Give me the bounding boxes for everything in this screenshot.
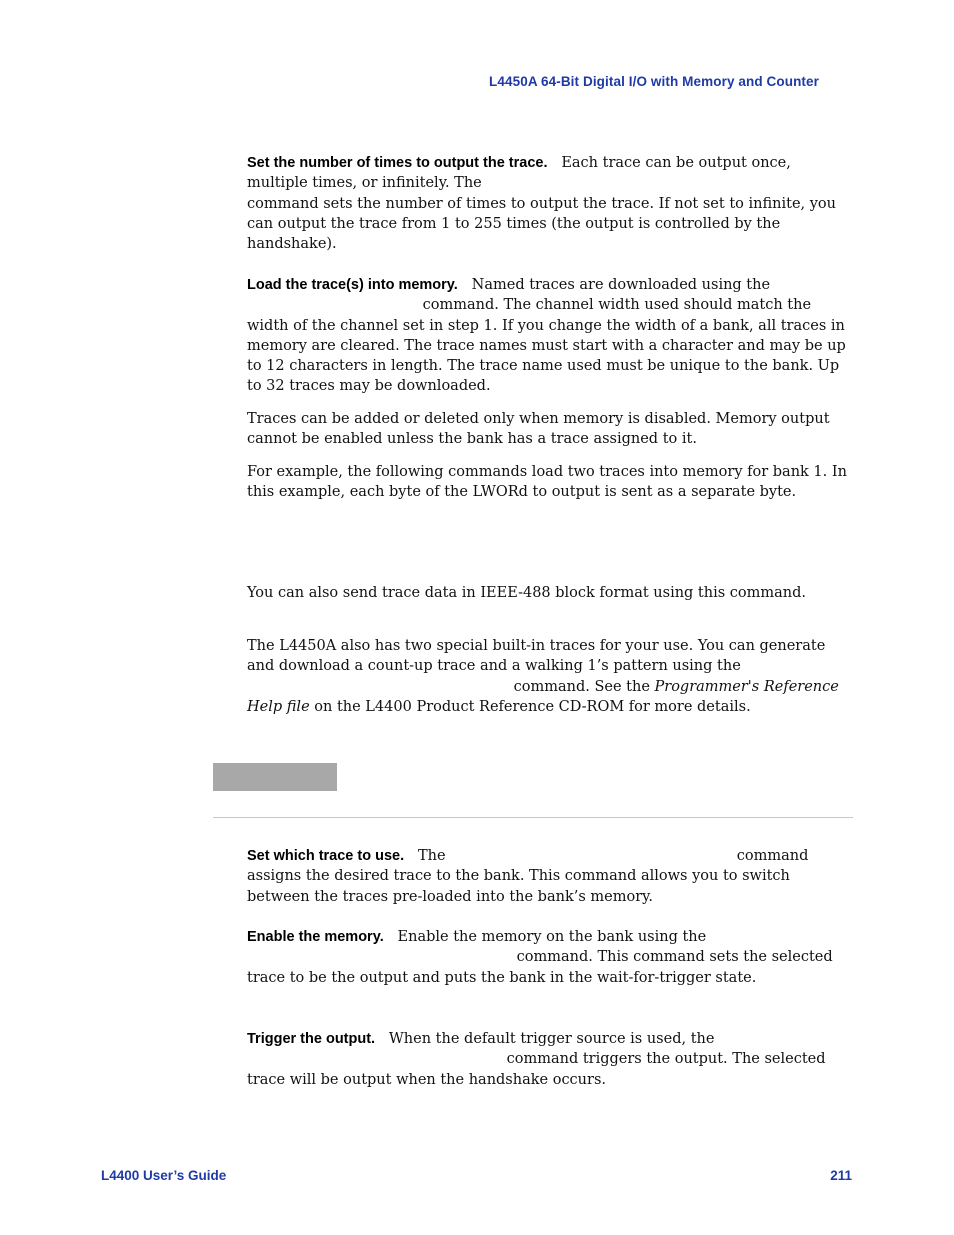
reference-title: Programmer's Reference Help file <box>247 678 839 715</box>
paragraph-text: command triggers the output. The selected trace will be output when the handshake occurs. <box>247 1051 826 1088</box>
paragraph-text: When the default trigger source is used, the <box>388 1031 715 1047</box>
paragraph-select-trace <box>247 846 847 907</box>
paragraph-text: command. See the <box>513 678 650 695</box>
paragraph-text: command assigns the desired trace to the bank. This command allows you to switch between the traces pre-loaded into the bank’s memory. <box>247 848 809 905</box>
section-divider <box>213 817 853 818</box>
paragraph-text: on the L4400 Product Reference CD-ROM for more details. <box>314 698 751 715</box>
paragraph-example <box>247 462 847 503</box>
paragraph-builtin-traces <box>247 636 847 717</box>
paragraph-text: For example, the following commands load two traces into memory for bank 1. In this example, each byte of the LWORd to output is sent as a separate byte. <box>247 464 847 501</box>
paragraph-load-traces <box>247 275 847 397</box>
paragraph-text: Each trace can be output once, multiple times, or infinitely. The <box>247 155 791 192</box>
paragraph-block-format <box>247 583 847 603</box>
page-number: 211 <box>830 1168 852 1183</box>
paragraph-trigger-output <box>247 1029 847 1090</box>
paragraph-text: Named traces are downloaded using the <box>471 277 771 293</box>
paragraph-text: Enable the memory on the bank using the <box>397 929 707 945</box>
step-heading: Load the trace(s) into memory. <box>247 277 458 293</box>
paragraph-text: command. This command sets the selected trace to be the output and puts the bank in the wait-for-trigger state. <box>247 949 833 986</box>
paragraph-text: command. The channel width used should match the width of the channel set in step 1. If you change the width of a bank, all traces in memory are cleared. The trace names must start with a character and may be up to 12 characters in length. The trace name used must be unique to the bank. Up to 32 traces may be downloaded. <box>247 297 846 395</box>
step-heading: Set the number of times to output the trace. <box>247 155 548 171</box>
gray-label-box <box>213 763 337 791</box>
step-heading: Set which trace to use. <box>247 848 405 864</box>
paragraph-text: The L4450A also has two special built-in traces for your use. You can generate and download a count-up trace and a walking 1’s pattern using the <box>247 638 826 675</box>
paragraph-enable-memory <box>247 927 847 988</box>
paragraph-text: Traces can be added or deleted only when memory is disabled. Memory output cannot be enabled unless the bank has a trace assigned to it. <box>247 411 830 448</box>
paragraph-text: command sets the number of times to output the trace. If not set to infinite, you can output the trace from 1 to 255 times (the output is controlled by the handshake). <box>247 195 836 253</box>
step-heading: Enable the memory. <box>247 929 384 945</box>
paragraph-output-count <box>247 153 847 254</box>
paragraph-text: You can also send trace data in IEEE-488 block format using this command. <box>247 585 807 601</box>
footer-guide-title: L4400 User’s Guide <box>101 1168 227 1183</box>
paragraph-text: The <box>417 848 446 864</box>
paragraph-trace-rules <box>247 409 847 450</box>
step-heading: Trigger the output. <box>247 1031 376 1047</box>
running-header: L4450A 64-Bit Digital I/O with Memory and Counter <box>489 74 819 89</box>
